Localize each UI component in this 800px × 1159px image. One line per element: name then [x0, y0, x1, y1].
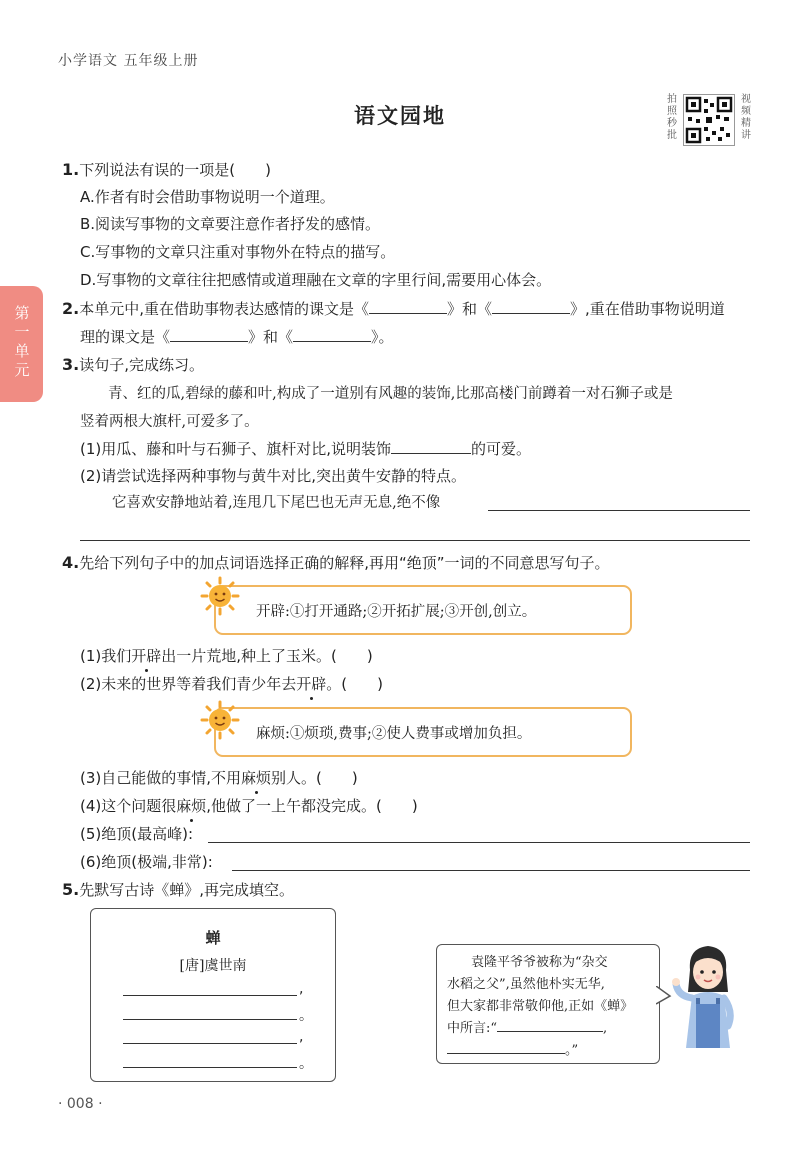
q2-text-a: 本单元中,重在借助事物表达感情的课文是《: [79, 300, 369, 318]
q4-s4-pre: (4)这个问题很: [80, 797, 177, 815]
poem-line-4-mark: 。: [299, 1056, 313, 1072]
q4-s2-pre: (2)未来的世界等着我们青少年去: [80, 675, 297, 693]
quote-line-4-mark: ,: [603, 1021, 608, 1036]
q4-sentence-4: [80, 796, 418, 816]
q4-s1-pre: (1)我们: [80, 647, 132, 665]
quote-line-3: 但大家都非常敬仰他,正如《蝉》: [447, 999, 634, 1014]
q4-sentence-1: [80, 646, 373, 666]
q2-text-c: 》,重在借助事物说明道: [570, 300, 725, 318]
poem-line-1-blank[interactable]: [123, 995, 297, 996]
quote-line-4-lead: 中所言:“: [447, 1021, 498, 1036]
q3-sub1-text-b: 的可爱。: [471, 440, 532, 458]
qr-left-label: 拍照秒批: [667, 94, 677, 141]
book-header: 小学语文 五年级上册: [58, 53, 199, 69]
definition-kaipi-text: 开辟:①打开通路;②开拓扩展;③开创,创立。: [256, 604, 537, 620]
unit-side-tab: [0, 286, 43, 402]
q3-number: 3.: [62, 355, 80, 374]
q1-stem: [62, 160, 271, 180]
quote-blank-1[interactable]: [497, 1019, 603, 1032]
q1-number: 1.: [62, 160, 80, 179]
q3-sub1-text-a: (1)用瓜、藤和叶与石狮子、旗杆对比,说明装饰: [80, 440, 392, 458]
q1-option-a: A.作者有时会借助事物说明一个道理。: [80, 188, 335, 206]
q2-text-f: 》。: [371, 328, 394, 346]
sun-icon: [200, 576, 240, 620]
q4-s3-dotted-word: 麻烦: [241, 769, 272, 787]
q3-stem: [62, 355, 204, 375]
qr-code-icon[interactable]: [683, 94, 735, 146]
poem-title: 蝉: [205, 929, 221, 947]
quote-blank-2[interactable]: [447, 1041, 565, 1054]
q2-number: 2.: [62, 299, 80, 318]
q3-sub1: [80, 439, 531, 459]
poem-box: [90, 908, 336, 1082]
q3-sub1-blank[interactable]: [391, 439, 471, 454]
girl-character-illustration: [668, 940, 750, 1056]
poem-line-2-mark: 。: [299, 1008, 313, 1024]
q4-sentence-6: (6)绝顶(极端,非常):: [80, 853, 213, 871]
q4-s3-post: 别人。( ): [271, 769, 358, 787]
q3-sub2: (2)请尝试选择两种事物与黄牛对比,突出黄牛安静的特点。: [80, 467, 467, 485]
q1-option-b: B.阅读写事物的文章要注意作者抒发的感情。: [80, 215, 381, 233]
poem-line-2-blank[interactable]: [123, 1019, 297, 1020]
q4-s1-dotted-word: 开辟: [131, 647, 162, 665]
sun-icon: [200, 700, 240, 744]
definition-mafan-text: 麻烦:①烦琐,费事;②使人费事或增加负担。: [256, 726, 532, 742]
q3-answer-line-2[interactable]: [80, 540, 750, 541]
q1-option-d: D.写事物的文章往往把感情或道理融在文章的字里行间,需要用心体会。: [80, 271, 552, 289]
poem-line-3-mark: ,: [299, 1029, 304, 1045]
poem-author: [唐]虞世南: [179, 958, 247, 974]
q5-stem-text: 先默写古诗《蝉》,再完成填空。: [79, 881, 294, 899]
q1-option-c: C.写事物的文章只注重对事物外在特点的描写。: [80, 243, 396, 261]
q4-number: 4.: [62, 553, 80, 572]
qr-right-label: 视频精讲: [741, 94, 751, 141]
q3-passage-line2: 竖着两根大旗杆,可爱多了。: [80, 414, 259, 430]
q4-s3-pre: (3)自己能做的事情,不用: [80, 769, 242, 787]
q2-blank-2[interactable]: [492, 299, 570, 314]
quote-line-5: [447, 1041, 578, 1061]
q1-stem-text: 下列说法有误的一项是( ): [79, 161, 271, 179]
q4-s4-post: ,他做了一上午都没完成。( ): [206, 797, 418, 815]
quote-line-5-mark: 。”: [565, 1043, 579, 1058]
quote-speech-box: [436, 944, 660, 1064]
q4-sentence-2: [80, 674, 383, 694]
q2-blank-3[interactable]: [170, 327, 248, 342]
q4-stem-text: 先给下列句子中的加点词语选择正确的解释,再用“绝顶”一词的不同意思写句子。: [79, 554, 610, 572]
definition-box-mafan: [214, 707, 632, 757]
q3-sub2-lead: 它喜欢安静地站着,连甩几下尾巴也无声无息,绝不像: [112, 495, 441, 511]
quote-line-4: [447, 1019, 607, 1039]
q4-s6-answer-line[interactable]: [232, 870, 750, 871]
unit-side-tab-label: 第一单元: [14, 304, 30, 379]
page-number: · 008 ·: [58, 1096, 103, 1112]
q4-s1-post: 出一片荒地,种上了玉米。( ): [161, 647, 373, 665]
q3-passage-line1: 青、红的瓜,碧绿的藤和叶,构成了一道别有风趣的装饰,比那高楼门前蹲着一对石狮子或是: [108, 386, 673, 402]
q5-number: 5.: [62, 880, 80, 899]
q4-s4-dotted-word: 麻烦: [176, 797, 207, 815]
page-title: 语文园地: [354, 104, 446, 128]
poem-line-4-blank[interactable]: [123, 1067, 297, 1068]
quote-line-1: 袁隆平爷爷被称为“杂交: [471, 955, 608, 970]
quote-line-2: 水稻之父”,虽然他朴实无华,: [447, 977, 605, 992]
q4-s2-dotted-word: 开辟: [296, 675, 327, 693]
q4-s2-post: 。( ): [326, 675, 383, 693]
q2-line2: [80, 327, 394, 347]
definition-box-kaipi: [214, 585, 632, 635]
q3-answer-line-1[interactable]: [488, 510, 750, 511]
q4-sentence-5: (5)绝顶(最高峰):: [80, 825, 194, 843]
q4-s5-answer-line[interactable]: [208, 842, 750, 843]
q2-blank-1[interactable]: [369, 299, 447, 314]
q3-stem-text: 读句子,完成练习。: [79, 356, 204, 374]
poem-line-3-blank[interactable]: [123, 1043, 297, 1044]
q4-stem: [62, 553, 610, 573]
q5-stem: [62, 880, 294, 900]
q2-line1: [62, 299, 725, 319]
q2-text-e: 》和《: [248, 328, 294, 346]
poem-line-1-mark: ,: [299, 981, 304, 997]
q2-text-d: 理的课文是《: [80, 328, 171, 346]
q2-text-b: 》和《: [447, 300, 493, 318]
q4-sentence-3: [80, 768, 358, 788]
q2-blank-4[interactable]: [293, 327, 371, 342]
